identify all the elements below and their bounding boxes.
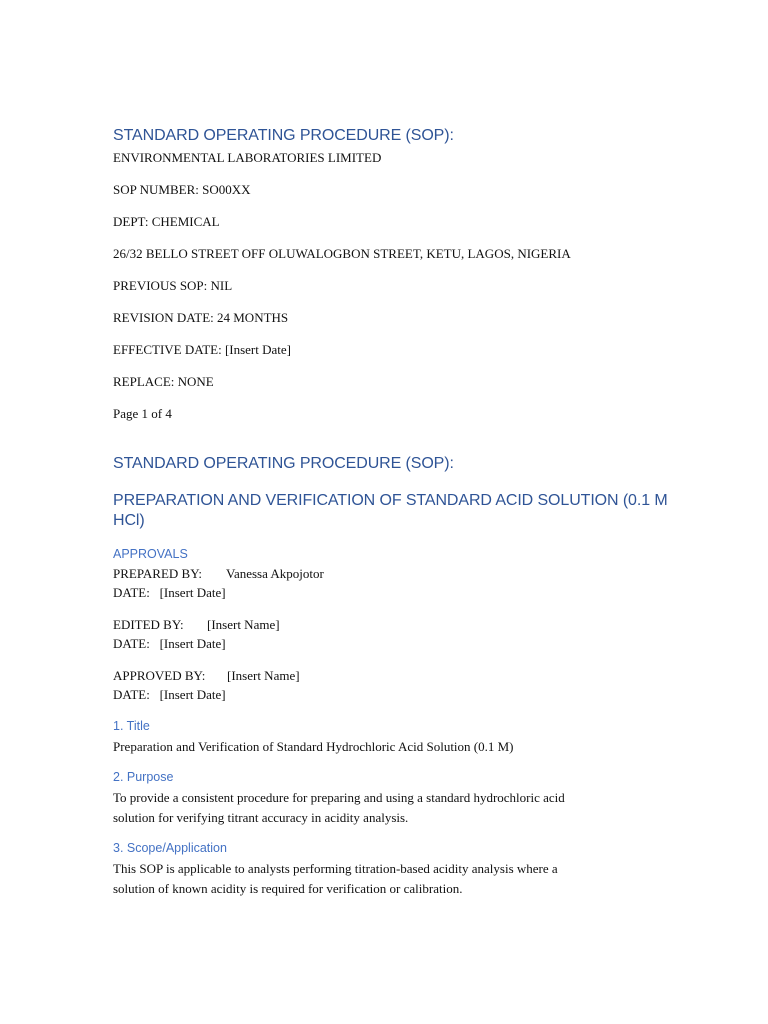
section-scope-heading: 3. Scope/Application	[113, 841, 227, 855]
section-purpose-line-2: solution for verifying titrant accuracy in acidity analysis.	[113, 809, 409, 825]
approved-by-label: APPROVED BY:	[113, 667, 206, 683]
cover-heading: STANDARD OPERATING PROCEDURE (SOP):	[113, 127, 454, 144]
approvals-heading: APPROVALS	[113, 546, 188, 561]
sop-number: SOP NUMBER: SO00XX	[113, 182, 251, 197]
section-purpose-line-1: To provide a consistent procedure for preparing and using a standard hydrochloric acid	[113, 790, 565, 805]
main-subheading: PREPARATION AND VERIFICATION OF STANDARD ACID SOLUTION (0.1 M HCl)	[113, 491, 668, 529]
section-title-text: Preparation and Verification of Standard Hydrochloric Acid Solution (0.1 M)	[113, 738, 514, 754]
page-indicator: Page 1 of 4	[113, 406, 172, 421]
previous-sop: PREVIOUS SOP: NIL	[113, 278, 233, 293]
department: DEPT: CHEMICAL	[113, 214, 220, 229]
revision-date: REVISION DATE: 24 MONTHS	[113, 310, 289, 325]
prepared-date: DATE: [Insert Date]	[113, 585, 226, 600]
effective-date: EFFECTIVE DATE: [Insert Date]	[113, 342, 291, 357]
company-name: ENVIRONMENTAL LABORATORIES LIMITED	[113, 150, 382, 165]
approved-by-value: [Insert Name]	[227, 667, 300, 683]
approved-by	[113, 666, 673, 686]
section-title-heading: 1. Title	[113, 718, 150, 733]
edited-date: DATE: [Insert Date]	[113, 636, 226, 651]
main-heading: STANDARD OPERATING PROCEDURE (SOP):	[113, 454, 454, 472]
section-purpose-heading: 2. Purpose	[113, 770, 174, 784]
section-scope-line-2: solution of known acidity is required for verification or calibration.	[113, 880, 463, 896]
replace: REPLACE: NONE	[113, 374, 214, 389]
section-scope-line-1: This SOP is applicable to analysts performing titration-based acidity analysis where a	[113, 861, 558, 876]
address: 26/32 BELLO STREET OFF OLUWALOGBON STREET, KETU, LAGOS, NIGERIA	[113, 246, 571, 261]
prepared-by-label: PREPARED BY:	[113, 565, 202, 581]
prepared-by-value: Vanessa Akpojotor	[226, 565, 324, 581]
edited-by-value: [Insert Name]	[207, 616, 280, 632]
edited-by-label: EDITED BY:	[113, 616, 184, 632]
edited-by	[113, 615, 673, 635]
prepared-by	[113, 564, 673, 584]
approved-date: DATE: [Insert Date]	[113, 687, 226, 702]
document-content	[113, 126, 673, 898]
